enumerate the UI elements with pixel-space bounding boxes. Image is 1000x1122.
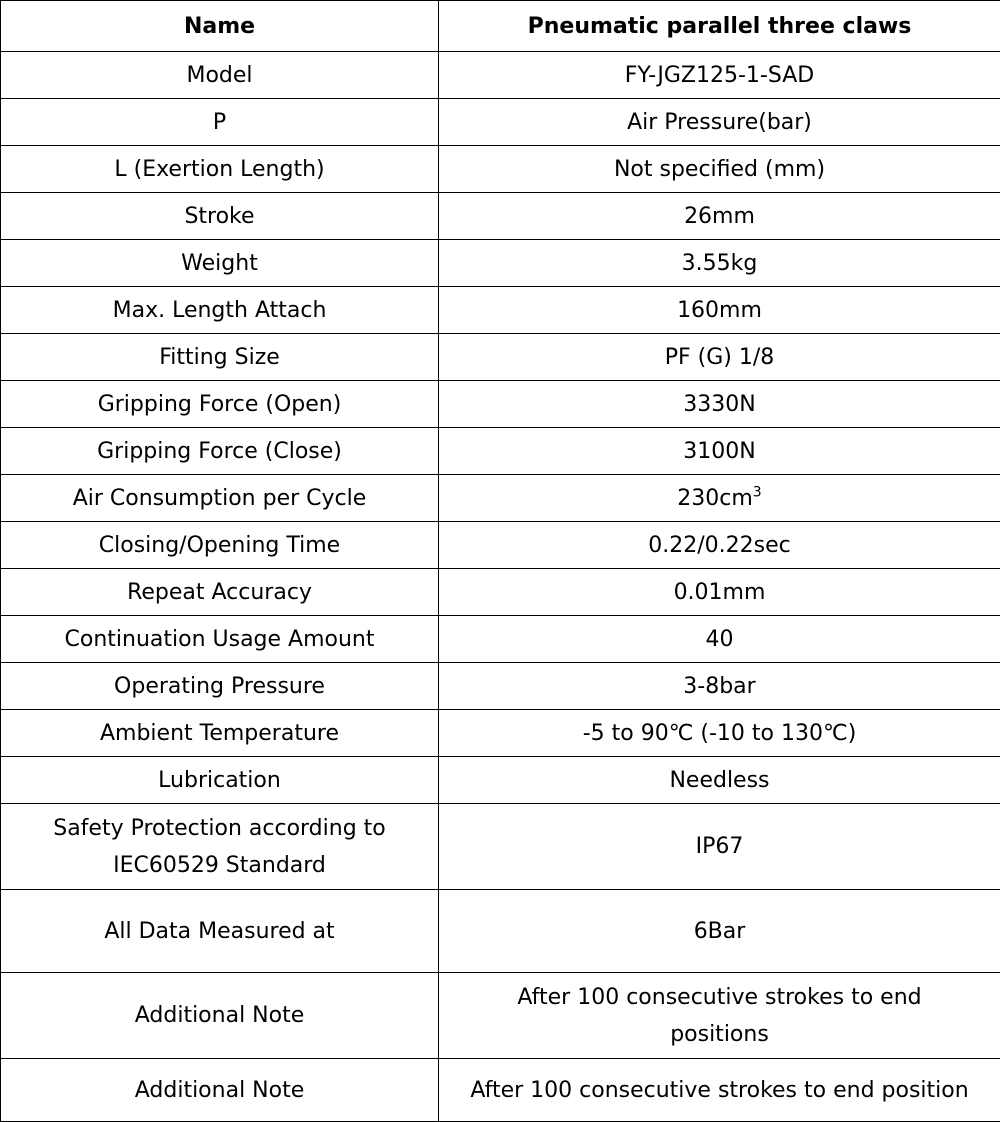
row-label <box>1 804 439 890</box>
row-value: 26mm <box>439 193 1000 240</box>
label-line: IEC60529 Standard <box>7 847 432 884</box>
table-row <box>1 240 1000 287</box>
table-row <box>1 287 1000 334</box>
row-label: Weight <box>1 240 439 287</box>
table-row <box>1 973 1000 1059</box>
row-label: Continuation Usage Amount <box>1 616 439 663</box>
value-line: positions <box>445 1016 994 1053</box>
table-row <box>1 522 1000 569</box>
row-value: Not specified (mm) <box>439 146 1000 193</box>
row-value: 0.01mm <box>439 569 1000 616</box>
table-row <box>1 146 1000 193</box>
table-row <box>1 99 1000 146</box>
row-label: Lubrication <box>1 757 439 804</box>
header-value: Pneumatic parallel three claws <box>439 1 1000 52</box>
table-row <box>1 1059 1000 1122</box>
row-label: All Data Measured at <box>1 890 439 973</box>
row-label: Repeat Accuracy <box>1 569 439 616</box>
table-row <box>1 569 1000 616</box>
row-label: Additional Note <box>1 973 439 1059</box>
header-name: Name <box>1 1 439 52</box>
table-row <box>1 663 1000 710</box>
table-row <box>1 428 1000 475</box>
value-line: After 100 consecutive strokes to end <box>445 979 994 1016</box>
row-value: 40 <box>439 616 1000 663</box>
table-row <box>1 804 1000 890</box>
row-label: Ambient Temperature <box>1 710 439 757</box>
row-label: Fitting Size <box>1 334 439 381</box>
table-row <box>1 334 1000 381</box>
row-label: P <box>1 99 439 146</box>
row-value: -5 to 90℃ (-10 to 130℃) <box>439 710 1000 757</box>
row-value: 3330N <box>439 381 1000 428</box>
header-row <box>1 1 1000 52</box>
row-label: Model <box>1 52 439 99</box>
table-row <box>1 757 1000 804</box>
row-label: Operating Pressure <box>1 663 439 710</box>
table-row <box>1 890 1000 973</box>
table-row <box>1 616 1000 663</box>
table-row <box>1 52 1000 99</box>
row-value: 3-8bar <box>439 663 1000 710</box>
row-value: 3100N <box>439 428 1000 475</box>
row-value <box>439 973 1000 1059</box>
row-label: Air Consumption per Cycle <box>1 475 439 522</box>
table-row <box>1 475 1000 522</box>
row-value: IP67 <box>439 804 1000 890</box>
row-value: 160mm <box>439 287 1000 334</box>
row-label: Closing/Opening Time <box>1 522 439 569</box>
row-value: Air Pressure(bar) <box>439 99 1000 146</box>
row-value <box>439 475 1000 522</box>
row-value: PF (G) 1/8 <box>439 334 1000 381</box>
row-value: 3.55kg <box>439 240 1000 287</box>
row-value: 6Bar <box>439 890 1000 973</box>
value-text: 230cm <box>677 486 753 511</box>
row-label: Gripping Force (Open) <box>1 381 439 428</box>
row-value: Needless <box>439 757 1000 804</box>
row-label: Max. Length Attach <box>1 287 439 334</box>
row-label: Additional Note <box>1 1059 439 1122</box>
table-row <box>1 193 1000 240</box>
table-row <box>1 381 1000 428</box>
table-row <box>1 710 1000 757</box>
superscript: 3 <box>753 484 762 500</box>
row-label: Gripping Force (Close) <box>1 428 439 475</box>
row-value: 0.22/0.22sec <box>439 522 1000 569</box>
row-label: L (Exertion Length) <box>1 146 439 193</box>
label-line: Safety Protection according to <box>7 810 432 847</box>
row-value: FY-JGZ125-1-SAD <box>439 52 1000 99</box>
row-value: After 100 consecutive strokes to end position <box>439 1059 1000 1122</box>
row-label: Stroke <box>1 193 439 240</box>
